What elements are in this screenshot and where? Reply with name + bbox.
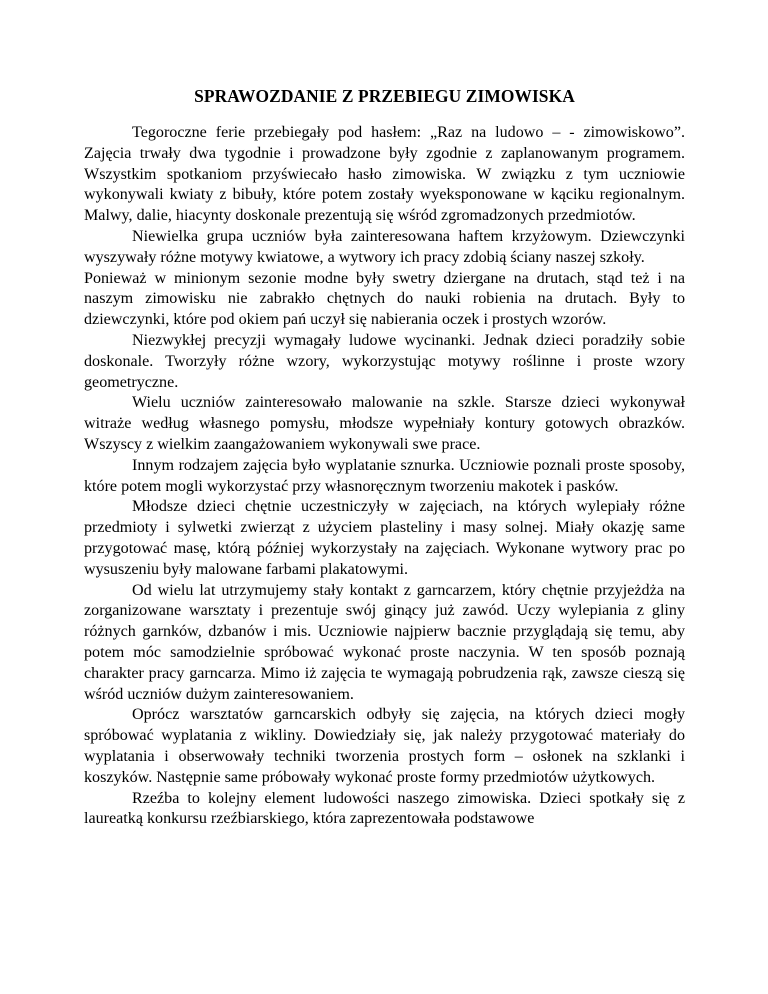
paragraph-8: Od wielu lat utrzymujemy stały kontakt z garncarzem, który chętnie przyjeżdża na zorganizowane warsztaty i prezentuje swój ginący już zawód. Uczy wylepiania z gliny różnych garnków, dzbanów i mis. Uczniowie najpierw bacznie przyglądają się temu, aby potem móc samodzielnie spróbować wykonać proste naczynia. W ten sposób poznają charakter pracy garncarza. Mimo iż zajęcia te wymagają pobrudzenia rąk, zawsze cieszą się wśród uczniów dużym zainteresowaniem. — [84, 581, 685, 703]
document-page — [84, 82, 685, 830]
paragraph-6: Innym rodzajem zajęcia było wyplatanie sznurka. Uczniowie poznali proste sposoby, które potem mogli wykorzystać przy własnoręcznym tworzeniu makotek i pasków. — [84, 456, 685, 495]
document-title: SPRAWOZDANIE Z PRZEBIEGU ZIMOWISKA — [194, 86, 575, 106]
paragraph-5: Wielu uczniów zainteresowało malowanie na szkle. Starsze dzieci wykonywał witraże według własnego pomysłu, młodsze wypełniały kontury gotowych obrazków. Wszyscy z wielkim zaangażowaniem wykonywali swe prace. — [84, 394, 685, 453]
paragraph-7: Młodsze dzieci chętnie uczestniczyły w zajęciach, na których wylepiały różne przedmioty i sylwetki zwierząt z użyciem plasteliny i masy solnej. Miały okazję same przygotować masę, którą później wykorzystały na zajęciach. Wykonane wytwory prac po wysuszeniu były malowane farbami plakatowymi. — [84, 498, 685, 578]
paragraph-4: Niezwykłej precyzji wymagały ludowe wycinanki. Jednak dzieci poradziły sobie doskonale. Tworzyły różne wzory, wykorzystując motywy roślinne i proste wzory geometryczne. — [84, 331, 685, 391]
paragraph-10: Rzeźba to kolejny element ludowości naszego zimowiska. Dzieci spotkały się z laureatką konkursu rzeźbiarskiego, która zaprezentowała podstawowe — [84, 789, 685, 828]
paragraph-2: Niewielka grupa uczniów była zainteresowana haftem krzyżowym. Dziewczynki wyszywały różne motywy kwiatowe, a wytwory ich pracy zdobią ściany naszej szkoły. — [84, 227, 685, 266]
paragraph-1: Tegoroczne ferie przebiegały pod hasłem: „Raz na ludowo – - zimowiskowo”. Zajęcia trwały dwa tygodnie i prowadzone były zgodnie z zaplanowanym programem. Wszystkim spotkaniom przyświecało hasło zimowiska. W związku z tym uczniowie wykonywali kwiaty z bibuły, które potem zostały wyeksponowane w kąciku regionalnym. Malwy, dalie, hiacynty doskonale prezentują się wśród zgromadzonych przedmiotów. — [84, 124, 685, 225]
document-body — [84, 123, 685, 830]
paragraph-3: Ponieważ w minionym sezonie modne były swetry dziergane na drutach, stąd też i na naszym zimowisku nie zabrakło chętnych do nauki robienia na drutach. Były to dziewczynki, które pod okiem pań uczył się nabierania oczek i prostych wzorów. — [84, 269, 685, 329]
paragraph-9: Oprócz warsztatów garncarskich odbyły się zajęcia, na których dzieci mogły spróbować wyplatania z wikliny. Dowiedziały się, jak należy przygotować materiały do wyplatania i obserwowały techniki tworzenia prostych form – osłonek na szklanki i koszyków. Następnie same próbowały wykonać proste formy przedmiotów użytkowych. — [84, 706, 685, 786]
